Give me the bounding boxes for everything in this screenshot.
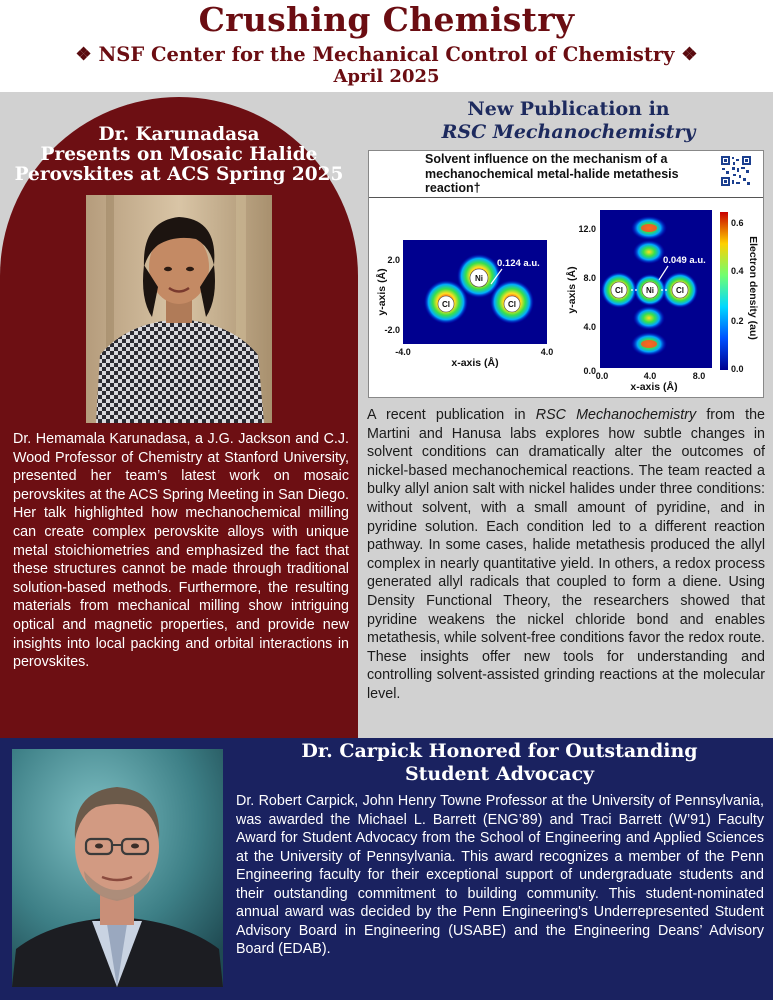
karunadasa-portrait-illustration [86, 195, 272, 423]
right-ylabel: y-axis (Å) [566, 266, 578, 314]
left-ytick: 2.0 [387, 255, 400, 265]
right-annotation: 0.049 a.u. [663, 255, 706, 266]
right-ytick: 8.0 [583, 273, 596, 283]
publication-heading-line: New Publication in [467, 98, 670, 120]
issue-date: April 2025 [333, 66, 440, 87]
qr-code-icon [721, 156, 751, 186]
publication-figure [368, 150, 764, 398]
newsletter-header [0, 0, 773, 92]
publication-heading [364, 98, 773, 144]
right-ni-label: Ni [646, 286, 654, 295]
right-cl-label: Cl [676, 286, 684, 295]
right-density-lobe [633, 306, 665, 330]
publication-body-journal: RSC Mechanochemistry [535, 407, 697, 423]
carpick-photo [12, 749, 223, 987]
left-cl-label: Cl [442, 300, 450, 309]
right-xlabel: x-axis (Å) [630, 381, 678, 393]
left-annotation: 0.124 a.u. [497, 258, 540, 269]
karunadasa-headline-line: Perovskites at ACS Spring 2025 [14, 164, 344, 185]
right-ytick: 0.0 [583, 366, 596, 376]
colorbar [720, 212, 728, 370]
karunadasa-headline-line: Presents on Mosaic Halide [40, 144, 318, 165]
publication-article-body [367, 406, 765, 704]
colorbar-tick: 0.2 [731, 316, 744, 326]
left-ytick: -2.0 [384, 325, 400, 335]
colorbar-tick: 0.6 [731, 218, 744, 228]
karunadasa-photo [86, 195, 272, 423]
newsletter-subtitle [0, 43, 773, 66]
right-ytick: 12.0 [578, 224, 596, 234]
carpick-headline [236, 740, 763, 786]
left-cl-label: Cl [508, 300, 516, 309]
left-xlabel: x-axis (Å) [451, 357, 499, 369]
colorbar-tick: 0.0 [731, 364, 744, 374]
right-xtick: 8.0 [692, 371, 706, 381]
right-cl-label: Cl [615, 286, 623, 295]
publication-journal-name: RSC Mechanochemistry [441, 121, 696, 143]
center-name: NSF Center for the Mechanical Control of Chemistry [98, 43, 675, 66]
colorbar-label: Electron density (au) [747, 236, 759, 340]
colorbar-tick: 0.4 [731, 266, 744, 276]
left-xtick: 4.0 [540, 347, 554, 357]
right-xtick: 4.0 [643, 371, 657, 381]
right-ytick: 4.0 [583, 322, 596, 332]
electron-density-plots [369, 198, 763, 398]
karunadasa-headline-line: Dr. Karunadasa [98, 124, 260, 145]
right-xtick: 0.0 [595, 371, 609, 381]
ornament-right-icon: ❖ [681, 44, 698, 65]
karunadasa-headline [0, 125, 358, 185]
carpick-headline-line: Dr. Carpick Honored for Outstanding [301, 740, 698, 762]
newsletter-title: Crushing Chemistry [198, 0, 575, 39]
carpick-article-body: Dr. Robert Carpick, John Henry Towne Professor at the University of Pennsylvania, was awarded the Michael L. Barrett (ENG’89) and Traci Barrett (W’91) Faculty Award for Student Advocacy from the School of Engineering and Applied Sciences at the University of Pennsylvania. This award recognizes a member of the Penn Engineering faculty for their exceptional support of undergraduate students and their outstanding commitment to building community. This student-nominated annual award was decided by the Penn Engineering's Underrepresented Student Advisory Board in Engineering (USABE) and the Engineering Deans’ Advisory Board (EDAB). [236, 793, 764, 957]
carpick-headline-line: Student Advocacy [404, 763, 595, 785]
left-xtick: -4.0 [395, 347, 411, 357]
ornament-left-icon: ❖ [75, 44, 92, 65]
left-ylabel: y-axis (Å) [376, 268, 388, 316]
left-ni-label: Ni [475, 274, 483, 283]
right-density-lobe [633, 240, 665, 264]
carpick-portrait-illustration [12, 749, 223, 987]
figure-title: Solvent influence on the mechanism of a mechanochemical metal-halide metathesis reaction† [425, 152, 679, 195]
publication-body-intro: A recent publication in [367, 407, 536, 423]
karunadasa-article-body: Dr. Hemamala Karunadasa, a J.G. Jackson and C.J. Wood Professor of Chemistry at Stanford University, presented her team’s latest work on mosaic perovskites at the ACS Spring Meeting in San Diego. Her talk highlighted how mechanochemical milling can create complex perovskite alloys with unique metal stoichiometries and emphasized the fact that these structures cannot be made through traditional solution-based methods. Furthermore, the resulting materials from mechanical milling show intriguing optical and magnetic properties, and provide new insights into local packing and orbital interactions in perovskites. [13, 431, 349, 671]
publication-body-text: from the Martini and Hanusa labs explores how subtle changes in solvent conditions can dramatically alter the outcomes of nickel-based mechanochemical reactions. The team reacted a bulky allyl anion salt with nickel halides under three conditions: without solvent, with a small amount of pyridine, and in pyridine solution. Each condition led to a different reaction pathway. In some cases, halide metathesis produced the allyl complex in nearly quantitative yield. In others, a redox process generated allyl radicals that coupled to form a diene. Using Density Functional Theory, the researchers showed that pyridine weakens the nickel chloride bond and enables metathesis, while solvent-free conditions favor the redox route. These insights offer new tools for understanding and controlling solvent-assisted grinding reactions at the molecular level. [367, 407, 766, 702]
